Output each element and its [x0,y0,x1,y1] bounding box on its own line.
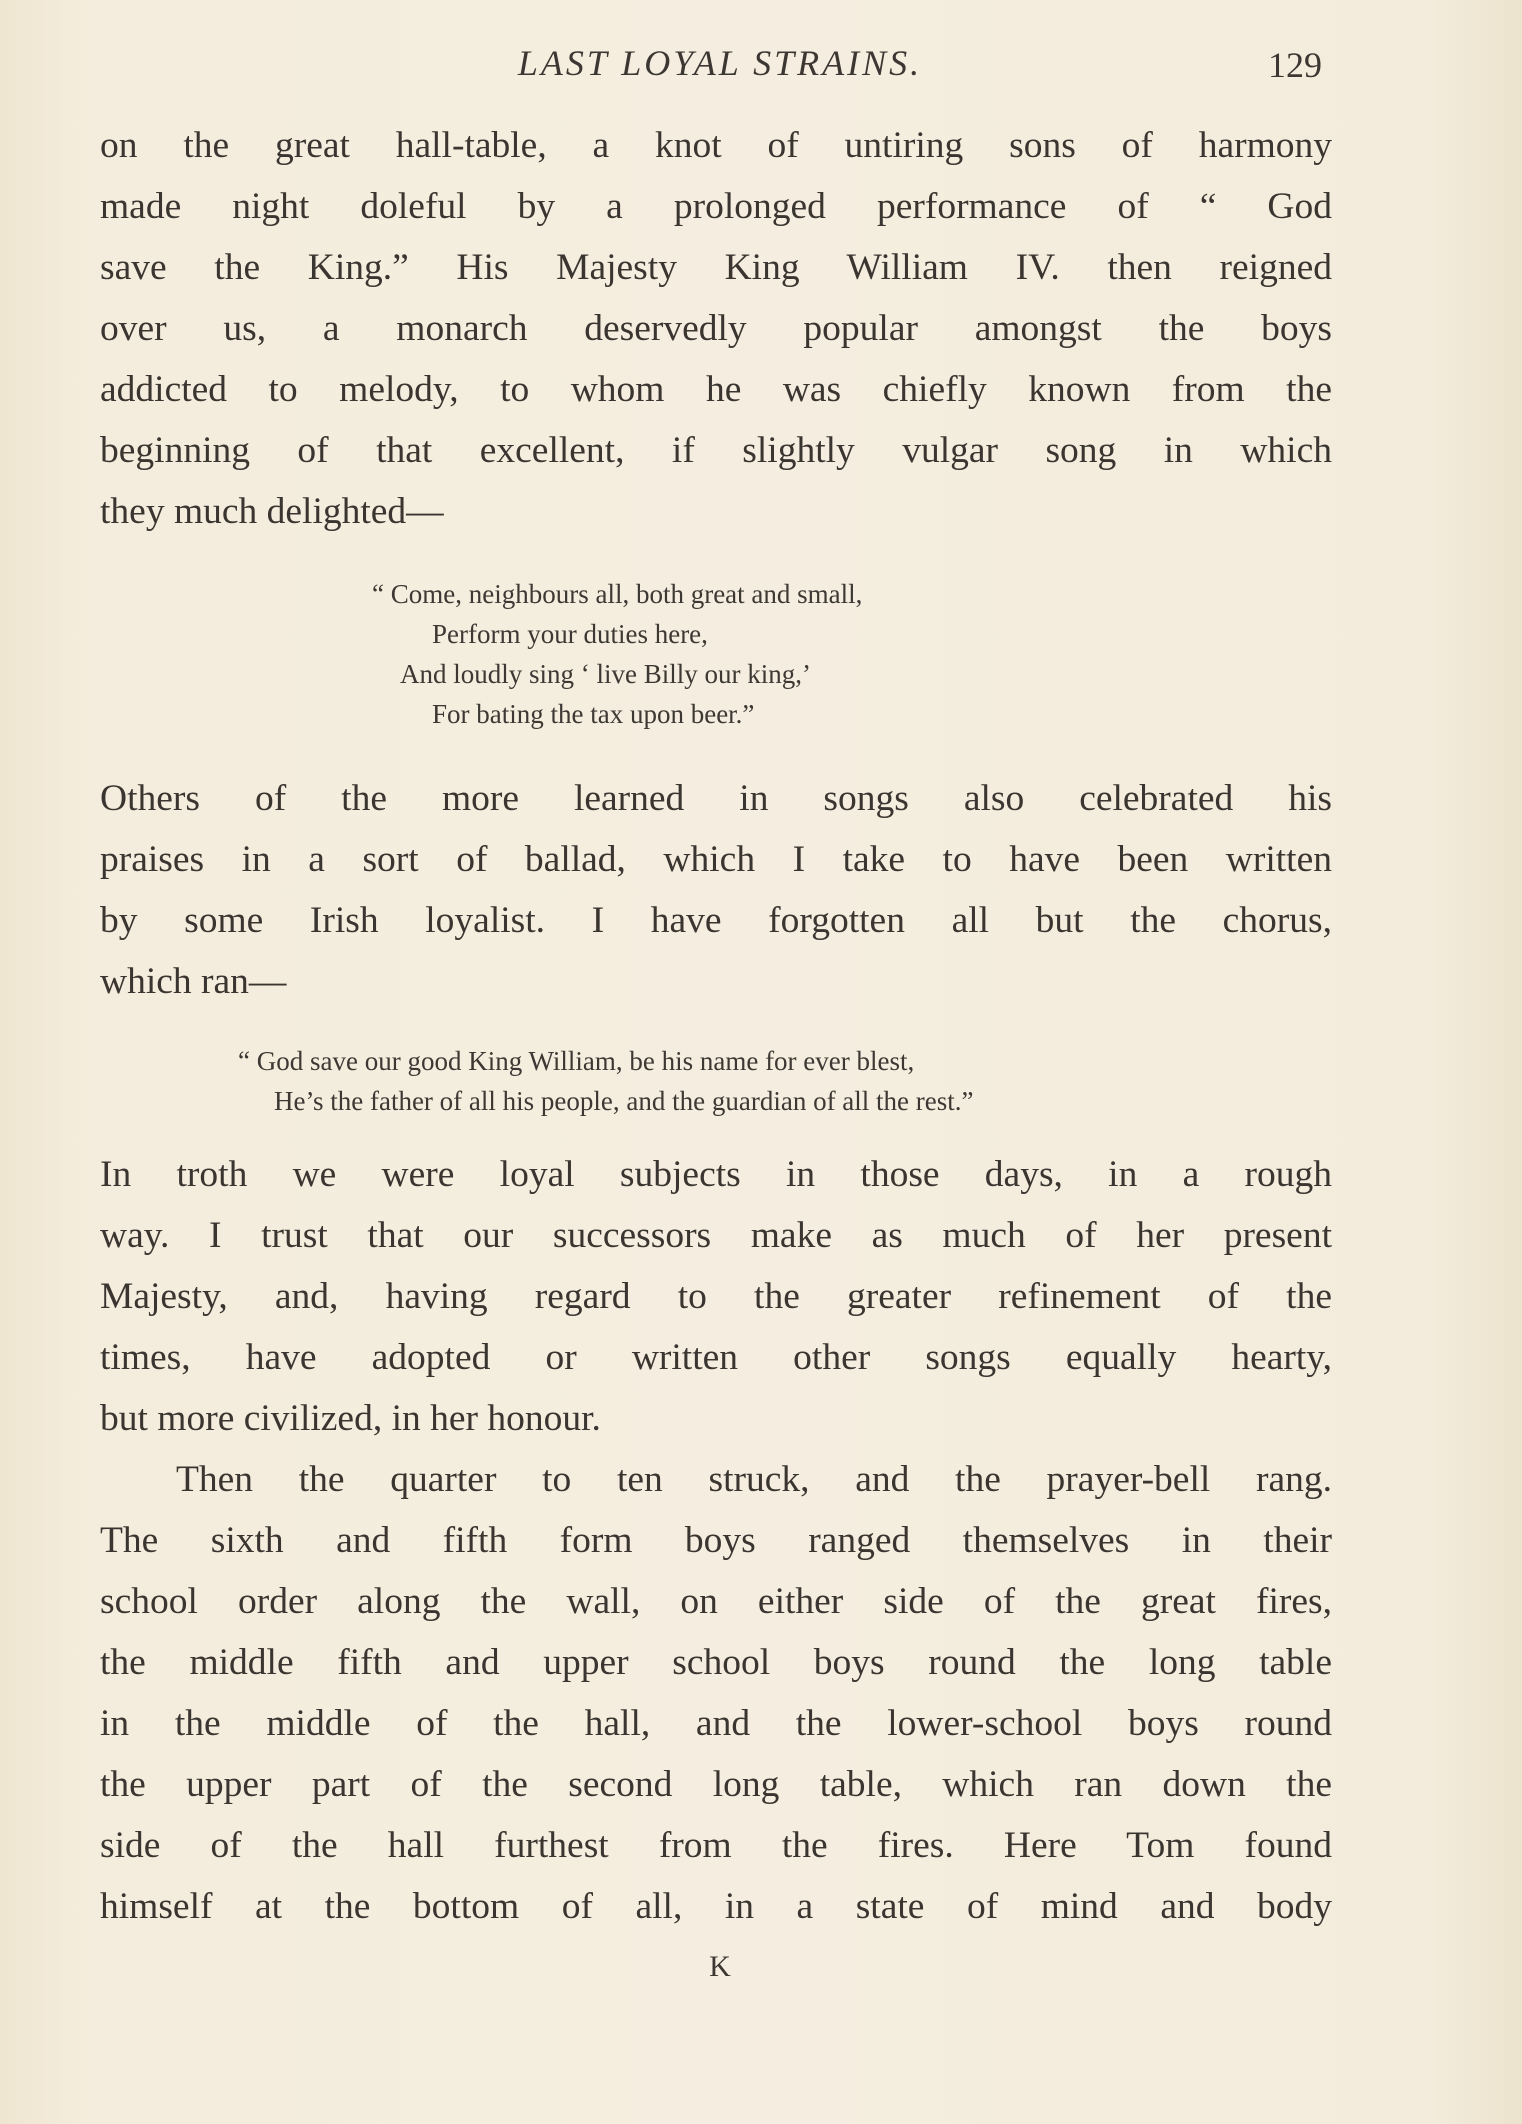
text-line: over us, a monarch deservedly popular amongst the boys [100,308,1332,349]
verse-line: “ God save our good King William, be his name for ever blest, [238,1046,915,1076]
text-line: praises in a sort of ballad, which I take to have been written [100,839,1332,880]
text-line: the upper part of the second long table, which ran down the [100,1764,1332,1805]
text-line: they much delighted— [100,491,444,532]
text-line: beginning of that excellent, if slightly vulgar song in which [100,430,1332,471]
text-line: on the great hall-table, a knot of untiring sons of harmony [100,125,1332,166]
paragraph-1 [100,115,1332,542]
text-line: save the King.” His Majesty King William IV. then reigned [100,247,1332,288]
text-line: way. I trust that our successors make as much of her present [100,1215,1332,1256]
text-line: made night doleful by a prolonged performance of “ God [100,186,1332,227]
text-line: addicted to melody, to whom he was chiefly known from the [100,369,1332,410]
paragraph-4 [100,1449,1332,1937]
text-line: himself at the bottom of all, in a state of mind and body [100,1886,1332,1927]
verse-2 [238,1041,974,1121]
text-line: but more civilized, in her honour. [100,1398,601,1439]
text-line: Others of the more learned in songs also celebrated his [100,778,1332,819]
running-title: LAST LOYAL STRAINS. [517,43,923,83]
paragraph-3 [100,1144,1332,1449]
verse-line: “ Come, neighbours all, both great and small, [372,579,863,609]
text-line: The sixth and fifth form boys ranged themselves in their [100,1520,1332,1561]
page-number: 129 [1268,45,1322,85]
text-line: side of the hall furthest from the fires. Here Tom found [100,1825,1332,1866]
text-line: the middle fifth and upper school boys round the long table [100,1642,1332,1683]
text-line: which ran— [100,961,287,1002]
paragraph-2 [100,768,1332,1012]
text-line: In troth we were loyal subjects in those days, in a rough [100,1154,1332,1195]
text-line: times, have adopted or written other songs equally hearty, [100,1337,1332,1378]
text-line: school order along the wall, on either side of the great fires, [100,1581,1332,1622]
text-line: in the middle of the hall, and the lower-school boys round [100,1703,1332,1744]
verse-line: For bating the tax upon beer.” [432,699,755,729]
signature-mark: K [709,1950,731,1983]
text-line: Then the quarter to ten struck, and the prayer-bell rang. [176,1459,1332,1500]
text-line: Majesty, and, having regard to the greater refinement of the [100,1276,1332,1317]
verse-line: And loudly sing ‘ live Billy our king,’ [400,659,811,689]
running-head [0,42,1522,92]
verse-1 [372,574,862,734]
verse-line: He’s the father of all his people, and the guardian of all the rest.” [274,1086,974,1116]
verse-line: Perform your duties here, [432,619,708,649]
text-line: by some Irish loyalist. I have forgotten all but the chorus, [100,900,1332,941]
